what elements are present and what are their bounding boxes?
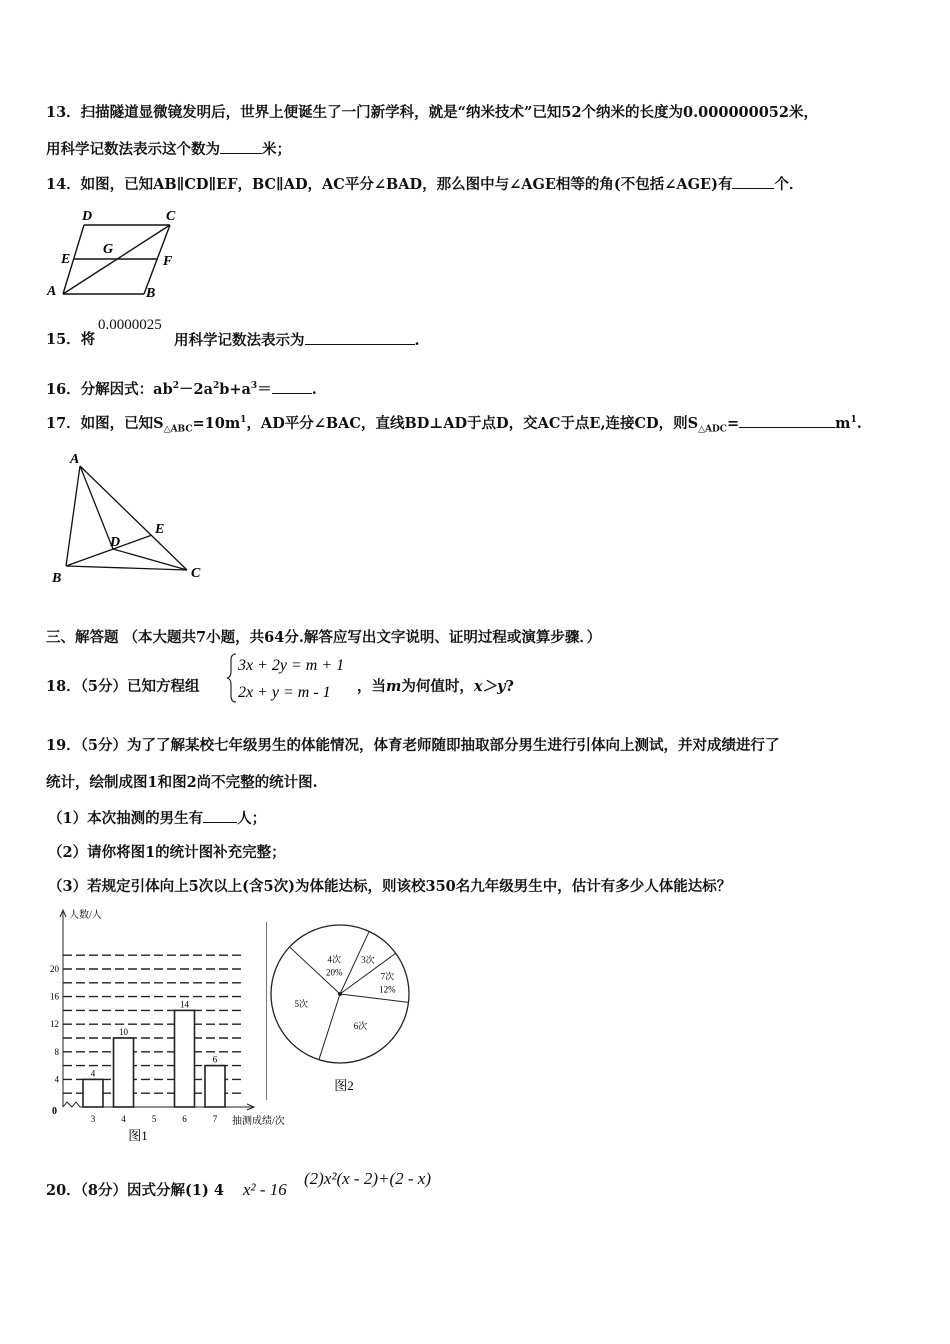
q13-line2 (46, 139, 291, 160)
q15-text (174, 330, 420, 351)
x-axis-label: 抽测成绩/次 (232, 1116, 285, 1127)
q19-part1-b: 人； (237, 810, 267, 827)
q17-sup2: 1 (850, 415, 857, 425)
q16-text-d: ＝ (257, 380, 272, 398)
q17-label-E: E (155, 522, 165, 537)
q15-num: 15．将 (46, 331, 96, 348)
q18-text-b: ，当 (357, 678, 386, 695)
y-tick-label: 16 (50, 991, 59, 1002)
q14-label-F: F (163, 254, 173, 269)
y-tick-label: 20 (50, 964, 59, 974)
q19-part1 (48, 808, 266, 829)
q19-part3: （3）若规定引体向上5次以上(含5次)为体能达标，则该校350名九年级男生中，估计有多少人体能达标？ (48, 878, 732, 895)
y-tick-label: 4 (54, 1074, 59, 1085)
q17-triangle-figure (46, 448, 216, 588)
q15-value: 0.0000025 (98, 317, 162, 333)
q15-blank (305, 330, 415, 345)
bar-data-label: 4 (90, 1068, 96, 1079)
q17-label-B: B (52, 571, 62, 586)
q14-parallelogram-figure (44, 204, 194, 304)
q17-text-d: = (726, 414, 740, 432)
pie-center (338, 992, 342, 996)
q18-equation-system (226, 650, 366, 706)
q17-text-e: m (835, 414, 851, 432)
q19-blank (203, 808, 237, 823)
q19-line2: 统计，绘制成图1和图2尚不完整的统计图. (46, 774, 318, 791)
bar-data-label: 14 (180, 999, 189, 1010)
q16-sup3: 3 (250, 381, 258, 391)
q17-label-A: A (70, 452, 80, 467)
y-tick-label: 8 (54, 1046, 59, 1057)
q18-text-rest (357, 677, 514, 697)
q14-label-B: B (146, 286, 156, 301)
q17-sup1: 1 (240, 415, 247, 425)
bar (83, 1079, 103, 1107)
q17-text-a: 17．如图，已知S (46, 414, 164, 432)
q17-text (46, 410, 862, 440)
bar (175, 1010, 195, 1107)
q18-text-c: 为何值时， (401, 678, 474, 695)
q18-ineq: x＞y (473, 678, 506, 695)
y-axis-label: 人数/人 (69, 910, 102, 921)
q18-eq1: 3x + 2y = m + 1 (238, 657, 345, 674)
q17-label-D: D (110, 535, 121, 550)
pie-slice-label: 4次 (327, 954, 342, 965)
q16-text-a: 16．分解因式：ab (46, 380, 173, 398)
q14-label-C: C (166, 209, 176, 224)
q19-line1: 19．（5分）为了了解某校七年级男生的体能情况，体育老师随即抽取部分男生进行引体向上测试，并对成绩进行了 (46, 737, 780, 754)
q17-text-c: ，AD平分∠BAC，直线BD⊥AD于点D，交AC于点E,连接CD，则S (246, 414, 699, 432)
q16-text-c: b+a (219, 380, 251, 398)
q18-var-m: m (386, 678, 402, 695)
bar-data-label: 6 (212, 1054, 218, 1065)
q14-text-a: 14．如图，已知AB∥CD∥EF，BC∥AD，AC平分∠BAD，那么图中与∠AGE相等的角(不包括∠AGE)有 (46, 176, 733, 193)
q16-end: . (311, 380, 317, 398)
pie-slice-percent: 20% (326, 967, 343, 978)
origin-label: 0 (52, 1106, 57, 1117)
q20-expr2: (2)x²(x - 2)+(2 - x) (304, 1169, 431, 1188)
x-tick-label: 7 (212, 1114, 218, 1124)
q14-label-A: A (47, 284, 57, 299)
q16-blank (272, 379, 312, 394)
q17-sub2: △ADC (698, 424, 727, 435)
y-tick-label: 12 (50, 1019, 59, 1030)
q13-line1: 13．扫描隧道显微镜发明后，世界上便诞生了一门新学科，就是“纳米技术”已知52个纳米的长度为0.000000052米， (46, 104, 818, 121)
bar-data-label: 10 (119, 1027, 128, 1037)
q14-text-b: 个． (774, 176, 804, 193)
q20-expr1: x² - 16 (243, 1180, 287, 1199)
pie-slice-label: 5次 (294, 999, 309, 1010)
figure2-title: 图2 (334, 1078, 354, 1093)
q14-label-D: D (82, 209, 93, 224)
x-tick-label: 6 (182, 1114, 187, 1124)
q17-sub1: △ABC (163, 424, 193, 435)
q18-end: ? (505, 678, 514, 695)
q17-blank (739, 413, 835, 428)
figure2-pie-chart (266, 912, 416, 1096)
section3-title: 三、解答题 （本大题共7小题，共64分.解答应写出文字说明、证明过程或演算步骤．） (46, 629, 602, 646)
q13-line2b: 米； (262, 141, 291, 158)
pie-slice-label: 6次 (353, 1021, 368, 1032)
bar (114, 1038, 134, 1107)
pie-slice-label: 3次 (361, 954, 375, 965)
x-tick-label: 3 (90, 1114, 96, 1124)
q16-sup1: 2 (172, 381, 179, 391)
q20-text: 20．（8分）因式分解(1) 4 (46, 1182, 224, 1199)
q19-part1-a: （1）本次抽测的男生有 (48, 810, 204, 827)
x-tick-label: 4 (121, 1114, 126, 1124)
bar (205, 1066, 225, 1107)
q18-eq2: 2x + y = m - 1 (238, 684, 331, 701)
pie-slice-label: 7次 (380, 971, 395, 982)
x-tick-label: 5 (151, 1114, 157, 1124)
q14-label-E: E (61, 252, 71, 267)
figure1-bar-chart (40, 902, 300, 1148)
q14-label-G: G (103, 242, 114, 257)
q16-text (46, 376, 317, 400)
q18-text-a: 18．（5分）已知方程组 (46, 678, 200, 695)
q13-line2a: 用科学记数法表示这个数为 (46, 141, 220, 158)
q14-text (46, 174, 803, 195)
q14-blank (732, 174, 774, 189)
q17-label-C: C (191, 566, 201, 581)
q17-end: . (856, 414, 862, 432)
figure1-title: 图1 (128, 1128, 148, 1143)
q19-part2: （2）请你将图1的统计图补充完整； (48, 844, 286, 861)
q15-text-main: 用科学记数法表示为 (174, 332, 305, 349)
q15-end: . (414, 332, 420, 349)
q17-text-b: =10m (192, 414, 241, 432)
q13-blank (220, 139, 262, 154)
pie-slice-percent: 12% (379, 984, 396, 995)
q16-sup2: 2 (212, 381, 220, 391)
q16-text-b: －2a (178, 380, 213, 398)
